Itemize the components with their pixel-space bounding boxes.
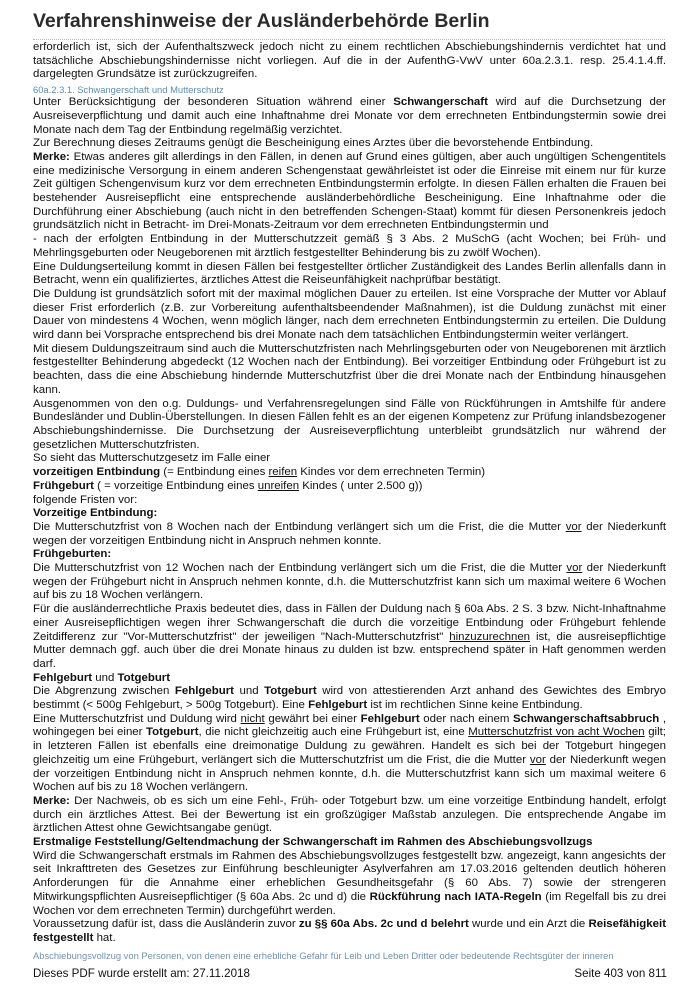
page-number: Seite 403 von 811 (574, 967, 667, 980)
section-reference-link[interactable]: 60a.2.3.1. Schwangerschaft und Mutterschutz (33, 84, 224, 96)
paragraph: Wird die Schwangerschaft erstmals im Rahmen des Abschiebungsvollzuges festgestellt bzw. angezeigt, kann angesichts der seit Inkrafttreten des Gesetzes zur Einführung beschleunigter Asylverfahren am 17.03.2016 geltenden deutlich höheren Anforderungen für die Annahme einer erheblichen Gesundheitsgefahr (§ 60 Abs. 7) sowie der strengeren Mitwirkungspflichten Ausreisepflichtiger (§ 60a Abs. 2c und d) die Rückführung nach IATA-Regeln (im Regelfall bis zu drei Wochen vor dem errechneten Termin) durchgeführt werden. (33, 849, 666, 917)
paragraph: Eine Duldungserteilung kommt in diesen Fällen bei festgestellter örtlicher Zuständigkeit des Landes Berlin allenfalls dann in Betracht, wenn ein qualifiziertes, ärztliches Attest die Reiseunfähigkeit nachprüfbar bestätigt. (33, 260, 666, 287)
paragraph: Die Abgrenzung zwischen Fehlgeburt und Totgeburt wird von attestierenden Arzt anhand des Gewichtes des Embryo bestimmt (< 500g Fehlgeburt, > 500g Totgeburt). Eine Fehlgeburt ist im rechtlichen Sinne keine Entbindung. (33, 685, 666, 712)
subheading: Frühgeburten: (33, 548, 112, 561)
paragraph: erforderlich ist, sich der Aufenthaltszweck jedoch nicht zu einem rechtlichen Abschiebungshindernis verdichtet hat und tatsächliche Abschiebungshindernisse nicht vorliegen. Auf die in der AufenthG-VwV unter 60a.2.3.1. resp. 25.4.1.4.ff. dargelegten Grundsätze ist zurückzugreifen. (33, 41, 666, 81)
document-title: Verfahrenshinweise der Ausländerbehörde Berlin (33, 10, 490, 32)
note-paragraph: Merke: Etwas anderes gilt allerdings in den Fällen, in denen auf Grund eines gültigen, aber auch ungültigen Schengentitels eine medizinische Versorgung in einem anderen Schengenstaat gewährleistet ist oder die Einreise mit einem nur für kurze Zeit gültigen Schengenvisum kurz vor dem errechneten Entbindungstermin erfolgte. In diesen Fällen erhalten die Frauen bei bestehender Ausreisepflicht eine entsprechende ausländerbehördliche Bescheinigung. Eine Inhaftnahme oder die Durchführung einer Abschiebung (auch nicht in den betreffenden Schengen-Staat) kommt für diesen Personenkreis jedoch grundsätzlich nicht in Betracht- im Drei-Monats-Zeitraum vor dem errechneten Entbindungstermin und (33, 150, 666, 232)
paragraph: So sieht das Mutterschutzgesetz im Falle einer (33, 452, 271, 465)
paragraph: Ausgenommen von den o.g. Duldungs- und Verfahrensregelungen sind Fälle von Rückführungen in Amtshilfe für andere Bundesländer und Dublin-Überstellungen. In diesen Fällen fehlt es an der eigenen Kompetenz zur Prüfung inlandsbezogener Abschiebungshindernisse. Die Durchsetzung der Ausreiseverpflichtung unterbleibt grundsätzlich nur während der gesetzlichen Mutterschutzfristen. (33, 397, 666, 451)
paragraph: Die Mutterschutzfrist von 8 Wochen nach der Entbindung verlängert sich um die Frist, die die Mutter vor der Niederkunft wegen der vorzeitigen Entbindung nicht in Anspruch nehmen konnte. (33, 520, 666, 547)
header-divider (33, 39, 665, 40)
page-header (33, 8, 665, 40)
creation-date: Dieses PDF wurde erstellt am: 27.11.2018 (33, 967, 250, 980)
paragraph: Zur Berechnung dieses Zeitraums genügt die Bescheinigung eines Arztes über die bevorstehende Entbindung. (33, 137, 594, 150)
paragraph: - nach der erfolgten Entbindung in der Mutterschutzzeit gemäß § 3 Abs. 2 MuSchG (acht Wochen; bei Früh- und Mehrlingsgeburten oder Neugeborenen mit ärztlich festgestellter Behinderung bis zu zwölf Wochen). (33, 233, 666, 259)
definition-line: Frühgeburt ( = vorzeitige Entbindung eines unreifen Kindes ( unter 2.500 g)) (33, 479, 423, 492)
next-section-reference-link[interactable]: Abschiebungsvollzug von Personen, von denen eine erhebliche Gefahr für Leib und Leben Dritter oder bedeutende Rechtsgüter der inneren (33, 949, 614, 961)
paragraph: Mit diesem Duldungszeitraum sind auch die Mutterschutzfristen nach Mehrlingsgeburten oder von Neugeborenen mit ärztlich festgestellter Behinderung abgedeckt (12 Wochen nach der Entbindung). Bei vorzeitiger Entbindung oder Frühgeburt ist zu beachten, dass die eine Abschiebung hindernde Mutterschutzfrist über die drei Monate nach der Entbindung hinausgehen kann. (33, 342, 666, 396)
paragraph: Eine Mutterschutzfrist und Duldung wird nicht gewährt bei einer Fehlgeburt oder nach einem Schwangerschaftsabbruch , wohingegen bei einer Totgeburt, die nicht gleichzeitig auch eine Frühgeburt ist, eine Mutterschutzfrist von acht Wochen gilt; in letzteren Fällen ist ebenfalls eine dreimonatige Duldung zu gewähren. Handelt es sich bei der Totgeburt hingegen gleichzeitig um eine Frühgeburt, verlängert sich die Mutterschutzfrist um die Frist, die die Mutter vor der Niederkunft wegen der vorzeitigen Entbindung nicht in Anspruch nehmen konnte, d.h. die Mutterschutzfrist kann sich um maximal weitere 6 Wochen auf bis zu 18 Wochen verlängern. (33, 712, 666, 794)
paragraph: Die Mutterschutzfrist von 12 Wochen nach der Entbindung verlängert sich um die Frist, die die Mutter vor der Niederkunft wegen der Frühgeburt nicht in Anspruch nehmen konnte, d.h. die Mutterschutzfrist kann sich um maximal weitere 6 Wochen auf bis zu 18 Wochen verlängern. (33, 562, 666, 602)
document-body (33, 41, 666, 962)
note-paragraph: Merke: Der Nachweis, ob es sich um eine Fehl-, Früh- oder Totgeburt bzw. um eine vorzeitige Entbindung handelt, erfolgt durch ein ärztliches Attest. Bei der Bewertung ist ein großzügiger Maßstab anzulegen. Die entsprechende Angabe im ärztlichen Attest ohne Gewichtsangabe genügt. (33, 794, 666, 835)
paragraph: Voraussetzung dafür ist, dass die Ausländerin zuvor zu §§ 60a Abs. 2c und d belehrt wurde und ein Arzt die Reisefähigkeit festgestellt hat. (33, 918, 667, 944)
subheading: Vorzeitige Entbindung: (33, 507, 158, 520)
paragraph: Unter Berücksichtigung der besonderen Situation während einer Schwangerschaft wird auf die Durchsetzung der Ausreiseverpflichtung und damit auch eine Inhaftnahme drei Monate vor dem errechneten Entbindungstermin sowie drei Monate nach dem Tag der Entbindung regelmäßig verzichtet. (33, 96, 666, 136)
paragraph: folgende Fristen vor: (33, 493, 138, 506)
definition-line: vorzeitigen Entbindung (= Entbindung eines reifen Kindes vor dem errechneten Termin) (33, 466, 486, 479)
paragraph: Die Duldung ist grundsätzlich sofort mit der maximal möglichen Dauer zu erteilen. Ist eine Vorsprache der Mutter vor Ablauf dieser Frist erforderlich (z.B. zur Vorbereitung aufenthaltsbeendender Maßnahmen), ist die Duldung zunächst mit einer Dauer von mindestens 4 Wochen, wenn möglich länger, nach dem errechneten Entbindungstermin zu erteilen. Die Duldung wird dann bei Vorsprache entsprechend bis drei Monate nach dem tatsächlichen Entbindungstermin weiter verlängert. (33, 287, 666, 342)
subheading: Fehlgeburt und Totgeburt (33, 671, 171, 684)
paragraph: Für die ausländerrechtliche Praxis bedeutet dies, dass in Fällen der Duldung nach § 60a Abs. 2 S. 3 bzw. Nicht-Inhaftnahme einer Ausreisepflichtigen wegen ihrer Schwangerschaft die durch die vorzeitige Entbindung oder Frühgeburt fehlende Zeitdifferenz zur "Vor-Mutterschutzfrist" der jeweiligen "Nach-Mutterschutzfrist" hinzuzurechnen ist, die ausreisepflichtige Mutter demnach ggf. auch über die drei Monate hinaus zu dulden ist bzw. entsprechend später in Haft genommen werden darf. (33, 603, 666, 670)
subheading: Erstmalige Feststellung/Geltendmachung der Schwangerschaft im Rahmen des Abschiebungsvollzugs (33, 836, 593, 849)
